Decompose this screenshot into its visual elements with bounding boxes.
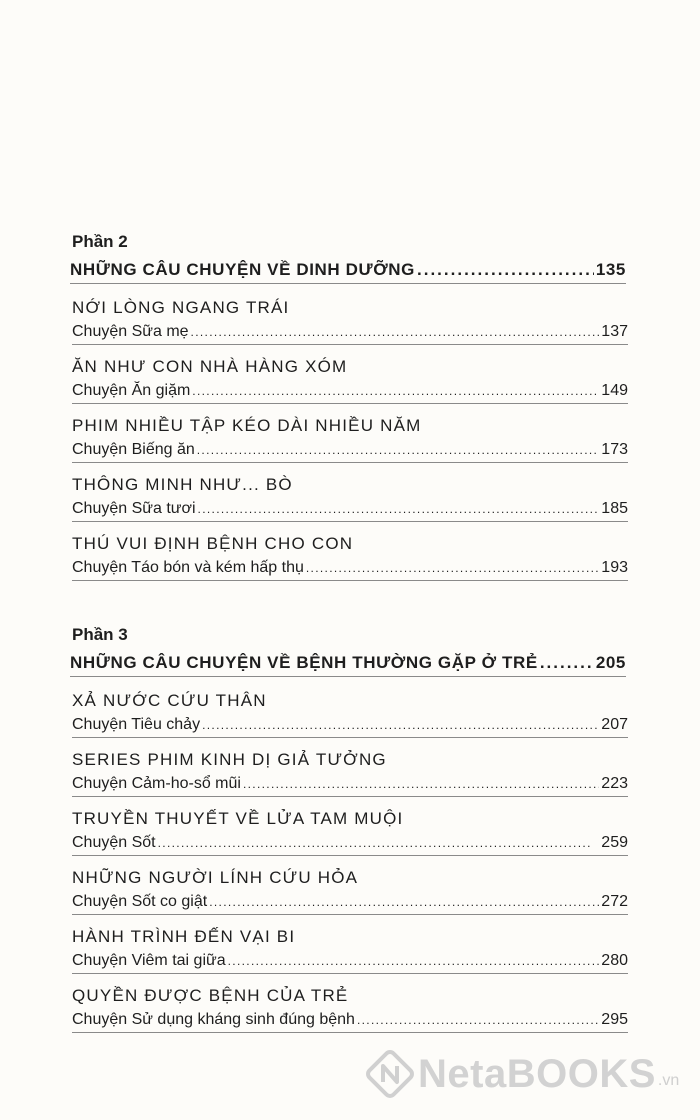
- dot-leader: [540, 650, 594, 676]
- chapter-subtitle: Chuyện Biếng ăn: [72, 441, 195, 458]
- page-number: 280: [601, 952, 628, 969]
- page-number: 207: [601, 716, 628, 733]
- part-section: [70, 625, 630, 1033]
- chapter-subtitle: Chuyện Sốt: [72, 834, 156, 851]
- chapter-title: TRUYỀN THUYẾT VỀ LỬA TAM MUỘI: [72, 809, 404, 828]
- chapter-subtitle-row: [72, 831, 628, 856]
- dot-leader: [417, 257, 594, 283]
- watermark-suffix: .vn: [657, 1072, 680, 1089]
- dot-leader: [202, 713, 599, 737]
- chapter-subtitle-row: [72, 556, 628, 581]
- chapter-title: NHỮNG NGƯỜI LÍNH CỨU HỎA: [72, 868, 359, 887]
- chapter-subtitle-row: [72, 438, 628, 463]
- chapter-subtitle-row: [72, 379, 628, 404]
- chapter-entry[interactable]: [70, 866, 630, 915]
- section-spacer: [70, 591, 630, 625]
- chapter-entry[interactable]: [70, 473, 630, 522]
- part-title: NHỮNG CÂU CHUYỆN VỀ DINH DƯỠNG: [70, 260, 416, 279]
- chapter-subtitle: Chuyện Táo bón và kém hấp thụ: [72, 559, 304, 576]
- chapter-subtitle-row: [72, 713, 628, 738]
- chapter-subtitle: Chuyện Tiêu chảy: [72, 716, 201, 733]
- watermark-brand: NetaBOOKS: [418, 1051, 656, 1096]
- chapter-subtitle: Chuyện Sữa mẹ: [72, 323, 189, 340]
- chapter-title: THÔNG MINH NHƯ... BÒ: [72, 475, 293, 494]
- n-logo-icon: [366, 1050, 414, 1098]
- chapter-subtitle: Chuyện Viêm tai giữa: [72, 952, 226, 969]
- chapter-subtitle: Chuyện Sốt co giật: [72, 893, 208, 910]
- chapter-subtitle-row: [72, 949, 628, 974]
- chapter-entry[interactable]: [70, 984, 630, 1033]
- page-number: 137: [601, 323, 628, 340]
- chapter-entry[interactable]: [70, 807, 630, 856]
- dot-leader: [228, 949, 600, 973]
- chapter-entry[interactable]: [70, 296, 630, 345]
- chapter-title: ĂN NHƯ CON NHÀ HÀNG XÓM: [72, 357, 348, 376]
- chapter-subtitle-row: [72, 320, 628, 345]
- chapter-title: NỚI LÒNG NGANG TRÁI: [72, 298, 290, 317]
- page-number: 135: [595, 260, 626, 279]
- dot-leader: [198, 497, 600, 521]
- part-title-row[interactable]: [70, 650, 626, 677]
- dot-leader: [306, 556, 599, 580]
- chapter-title: HÀNH TRÌNH ĐẾN VẠI BI: [72, 927, 296, 946]
- dot-leader: [357, 1008, 599, 1032]
- page-number: 295: [601, 1011, 628, 1028]
- chapter-entry[interactable]: [70, 925, 630, 974]
- chapter-entry[interactable]: [70, 748, 630, 797]
- part-label: Phần 3: [72, 625, 128, 644]
- chapter-title: THÚ VUI ĐỊNH BỆNH CHO CON: [72, 534, 354, 553]
- chapter-subtitle-row: [72, 890, 628, 915]
- chapter-subtitle: Chuyện Sữa tươi: [72, 500, 196, 517]
- page-number: 185: [601, 500, 628, 517]
- chapter-entry[interactable]: [70, 532, 630, 581]
- dot-leader: [209, 890, 599, 914]
- dot-leader: [243, 772, 599, 796]
- part-title: NHỮNG CÂU CHUYỆN VỀ BỆNH THƯỜNG GẶP Ở TRẺ: [70, 653, 538, 672]
- chapter-title: QUYỀN ĐƯỢC BỆNH CỦA TRẺ: [72, 986, 349, 1005]
- dot-leader: [191, 320, 600, 344]
- part-title-row[interactable]: [70, 257, 626, 284]
- page-number: 173: [601, 441, 628, 458]
- chapter-entry[interactable]: [70, 689, 630, 738]
- chapter-entry[interactable]: [70, 355, 630, 404]
- page-number: 259: [601, 834, 628, 851]
- dot-leader: [158, 831, 600, 855]
- chapter-subtitle-row: [72, 497, 628, 522]
- chapter-subtitle-row: [72, 772, 628, 797]
- page-number: 205: [595, 653, 626, 672]
- page-number: 149: [601, 382, 628, 399]
- page-number: 223: [601, 775, 628, 792]
- part-label: Phần 2: [72, 232, 128, 251]
- part-section: [70, 232, 630, 581]
- table-of-contents: [70, 232, 630, 1043]
- page-number: 193: [601, 559, 628, 576]
- page-number: 272: [601, 893, 628, 910]
- chapter-subtitle: Chuyện Sử dụng kháng sinh đúng bệnh: [72, 1011, 355, 1028]
- dot-leader: [197, 438, 600, 462]
- chapter-entry[interactable]: [70, 414, 630, 463]
- chapter-subtitle: Chuyện Ăn giặm: [72, 382, 191, 399]
- chapter-title: SERIES PHIM KINH DỊ GIẢ TƯỞNG: [72, 750, 387, 769]
- watermark: [366, 1050, 679, 1098]
- chapter-subtitle-row: [72, 1008, 628, 1033]
- chapter-title: PHIM NHIỀU TẬP KÉO DÀI NHIỀU NĂM: [72, 416, 422, 435]
- chapter-subtitle: Chuyện Cảm-ho-sổ mũi: [72, 775, 241, 792]
- chapter-title: XẢ NƯỚC CỨU THÂN: [72, 691, 267, 710]
- dot-leader: [192, 379, 599, 403]
